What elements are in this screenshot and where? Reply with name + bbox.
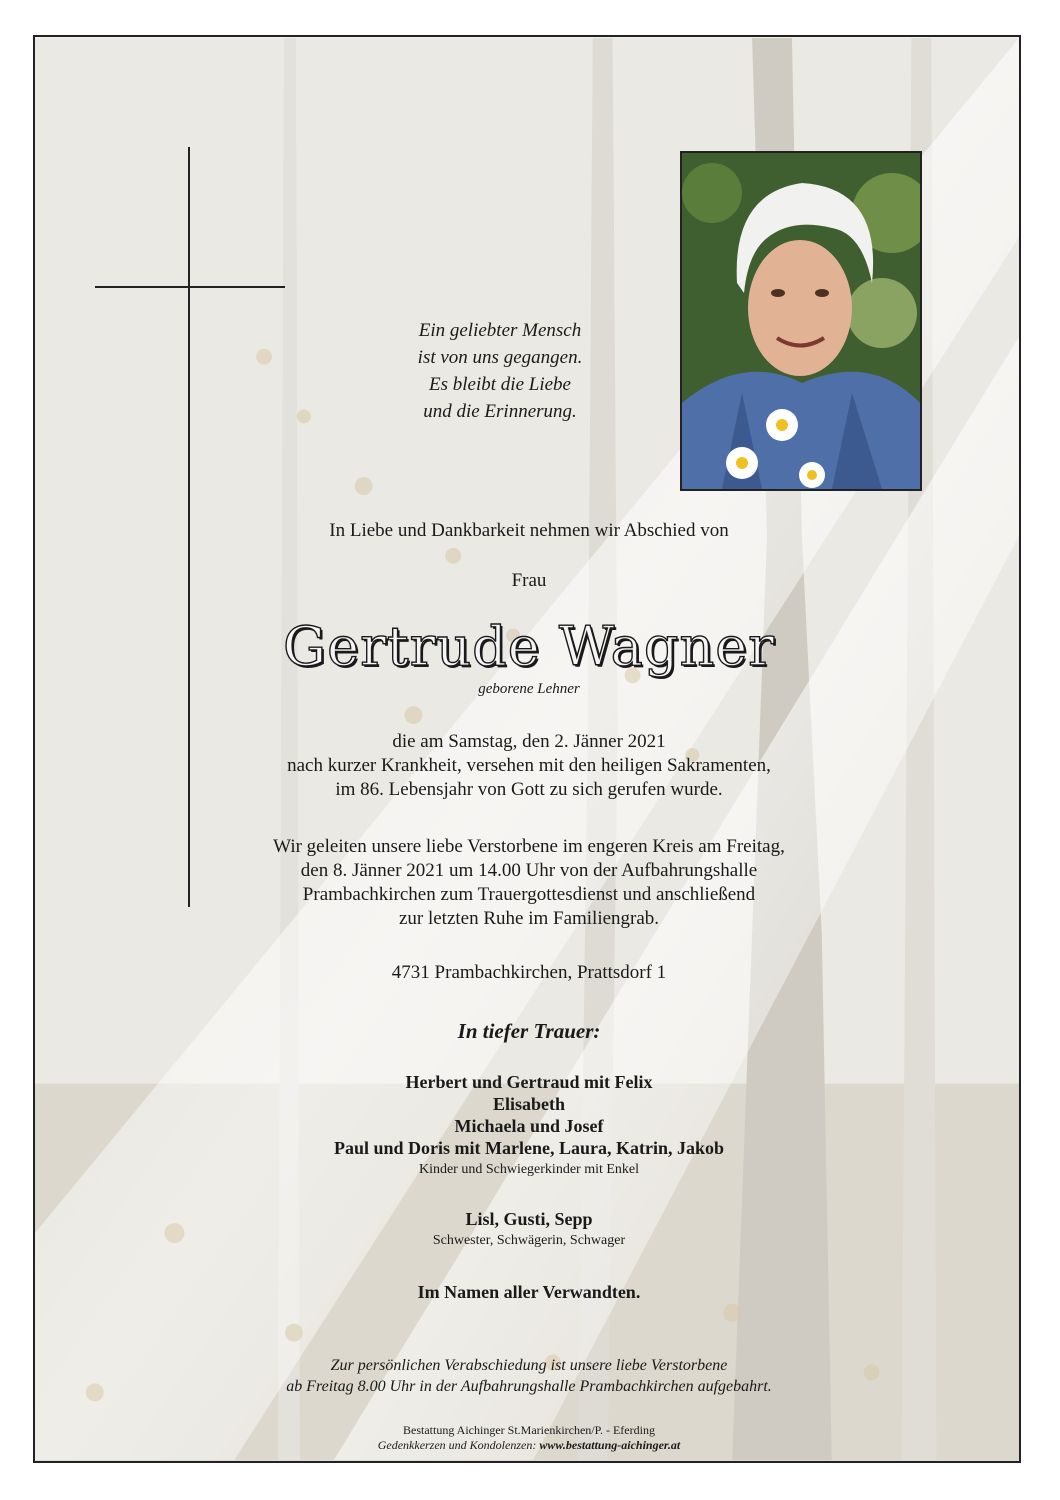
family-relation: Kinder und Schwiegerkinder mit Enkel: [418, 1162, 640, 1177]
death-notice: [35, 730, 1021, 802]
verse-line: Ein geliebter Mensch: [418, 320, 582, 341]
verse-line: Es bleibt die Liebe: [429, 374, 571, 395]
cross-horizontal: [95, 286, 285, 288]
funeral-line: den 8. Jänner 2021 um 14.00 Uhr von der Aufbahrungshalle: [300, 860, 758, 881]
salutation: Frau: [511, 570, 547, 591]
siblings-line: Lisl, Gusti, Sepp: [465, 1209, 593, 1229]
footer: [35, 1423, 1021, 1453]
death-line: die am Samstag, den 2. Jänner 2021: [392, 731, 666, 752]
condolence-line: [35, 1438, 1021, 1453]
obituary-frame: [33, 35, 1021, 1463]
mourning-heading: In tiefer Trauer:: [457, 1019, 601, 1043]
family-line: Herbert und Gertraud mit Felix: [405, 1072, 653, 1092]
family-line: Michaela und Josef: [454, 1116, 604, 1136]
family-line: Elisabeth: [492, 1094, 566, 1114]
condolence-label: Gedenkkerzen und Kondolenzen:: [377, 1438, 540, 1452]
viewing-line: ab Freitag 8.00 Uhr in der Aufbahrungshalle Prambachkirchen aufgebahrt.: [286, 1378, 772, 1395]
address: 4731 Prambachkirchen, Prattsdorf 1: [391, 962, 667, 983]
website-link[interactable]: www.bestattung-aichinger.at: [539, 1438, 681, 1452]
viewing-note: [35, 1355, 1021, 1397]
siblings-block: [35, 1208, 1021, 1252]
death-line: im 86. Lebensjahr von Gott zu sich gerufen wurde.: [335, 779, 723, 800]
siblings-relation: Schwester, Schwägerin, Schwager: [432, 1233, 626, 1248]
family-line: Paul und Doris mit Marlene, Laura, Katrin, Jakob: [333, 1138, 724, 1158]
deceased-name: Gertrude Wagner: [282, 615, 775, 678]
death-line: nach kurzer Krankheit, versehen mit den heiligen Sakramenten,: [287, 755, 771, 776]
funeral-line: Wir geleiten unsere liebe Verstorbene im engeren Kreis am Freitag,: [273, 836, 785, 857]
maiden-name: geborene Lehner: [478, 681, 580, 697]
verse-line: ist von uns gegangen.: [417, 347, 583, 368]
funeral-line: Prambachkirchen zum Trauergottesdienst und anschließend: [302, 884, 756, 905]
funeral-line: zur letzten Ruhe im Familiengrab.: [398, 908, 660, 929]
farewell-lead: In Liebe und Dankbarkeit nehmen wir Abschied von: [329, 520, 729, 541]
verse-line: und die Erinnerung.: [423, 401, 577, 422]
undertaker: Bestattung Aichinger St.Marienkirchen/P. - Eferding: [403, 1423, 655, 1437]
verse: [365, 317, 635, 425]
funeral-notice: [35, 835, 1021, 931]
relatives-line: Im Namen aller Verwandten.: [417, 1282, 641, 1302]
viewing-line: Zur persönlichen Verabschiedung ist unsere liebe Verstorbene: [330, 1357, 728, 1374]
family-block: [35, 1071, 1021, 1181]
portrait-photo: [680, 151, 922, 491]
